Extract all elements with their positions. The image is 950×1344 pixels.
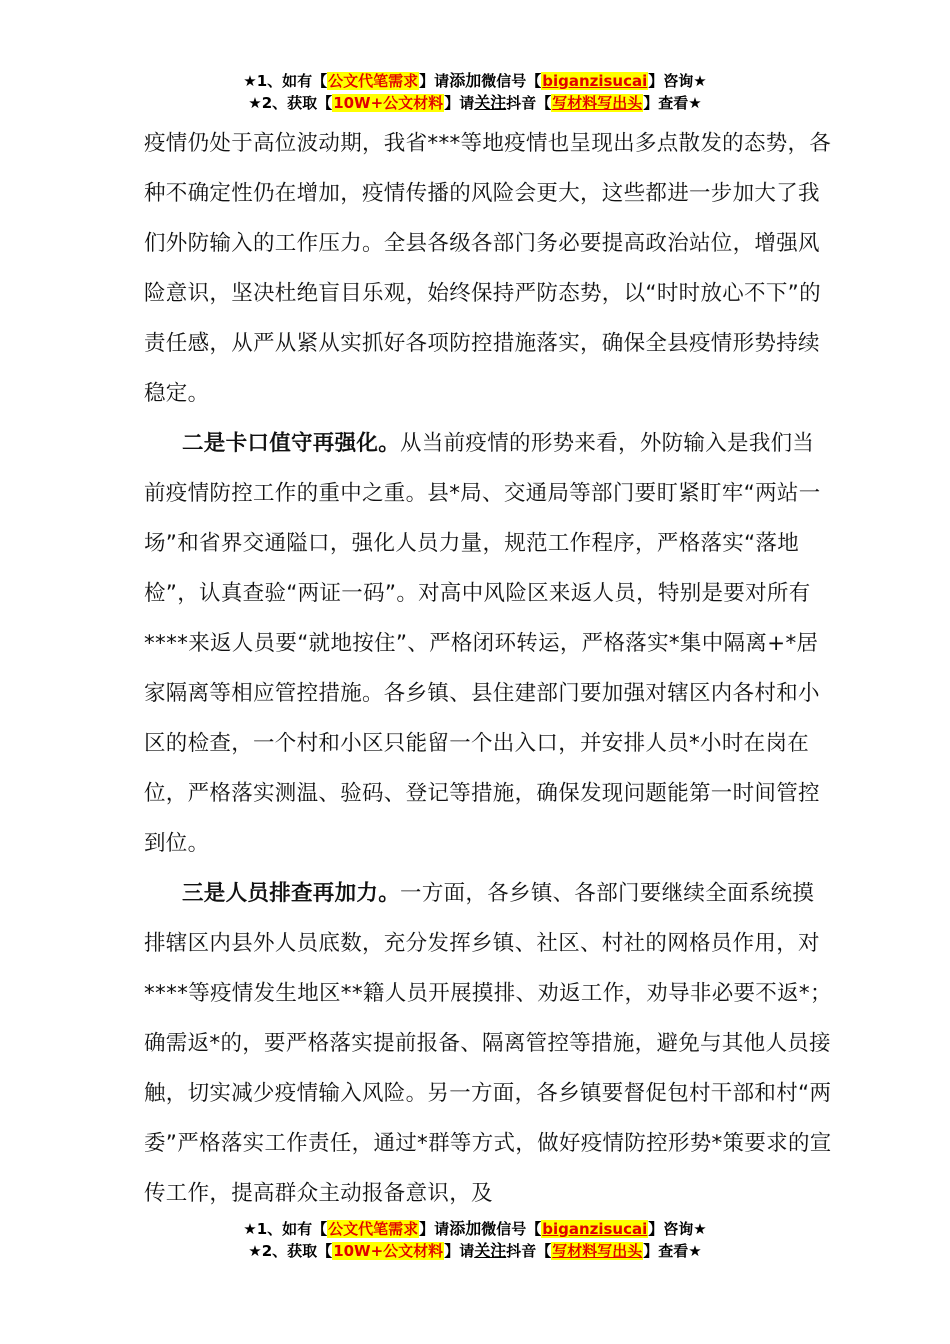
header-emphasis-follow: 关注	[474, 93, 507, 112]
header-highlight-materials: 10W+公文材料	[333, 94, 444, 112]
header-banner	[0, 70, 950, 114]
footer-line-2: ★2、获取【10W+公文材料】请关注抖音【写材料写出头】查看★	[248, 1241, 702, 1260]
header-line-2: ★2、获取【10W+公文材料】请关注抖音【写材料写出头】查看★	[248, 93, 702, 112]
header-highlight-service: 公文代笔需求	[328, 72, 419, 90]
footer-line-1: ★1、如有【公文代笔需求】请添加微信号【biganzisucai】咨询★	[243, 1219, 707, 1238]
footer-highlight-materials: 10W+公文材料	[333, 1242, 444, 1260]
footer-emphasis-add: 添加	[449, 1219, 482, 1238]
document-body	[144, 119, 834, 1219]
footer-wechat-id: biganzisucai	[542, 1220, 648, 1238]
footer-highlight-service: 公文代笔需求	[328, 1220, 419, 1238]
footer-emphasis-follow: 关注	[474, 1241, 507, 1260]
footer-douyin-account: 写材料写出头	[552, 1242, 643, 1260]
paragraph-checkpoint: 二是卡口值守再强化。从当前疫情的形势来看，外防输入是我们当前疫情防控工作的重中之重。县*局、交通局等部门要盯紧盯牢“两站一场”和省界交通隘口，强化人员力量，规范工作程序，严格落实“落地检”，认真查验“两证一码”。对高中风险区来返人员，特别是要对所有****来返人员要“就地按住”、严格闭环转运，严格落实*集中隔离+*居家隔离等相应管控措施。各乡镇、县住建部门要加强对辖区内各村和小区的检查，一个村和小区只能留一个出入口，并安排人员*小时在岗在位，严格落实测温、验码、登记等措施，确保发现问题能第一时间管控到位。	[144, 431, 821, 856]
paragraph-continued: 疫情仍处于高位波动期，我省***等地疫情也呈现出多点散发的态势，各种不确定性仍在增加，疫情传播的风险会更大，这些都进一步加大了我们外防输入的工作压力。全县各级各部门务必要提高政治站位，增强风险意识，坚决杜绝盲目乐观，始终保持严防态势，以“时时放心不下”的责任感，从严从紧从实抓好各项防控措施落实，确保全县疫情形势持续稳定。	[144, 131, 832, 406]
paragraph-heading-screening: 三是人员排查再加力。	[182, 881, 401, 906]
header-line-1: ★1、如有【公文代笔需求】请添加微信号【biganzisucai】咨询★	[243, 71, 707, 90]
header-emphasis-add: 添加	[449, 71, 482, 90]
header-wechat-id: biganzisucai	[542, 72, 648, 90]
footer-banner	[0, 1218, 950, 1262]
header-douyin-account: 写材料写出头	[552, 94, 643, 112]
paragraph-heading-checkpoint: 二是卡口值守再强化。	[182, 431, 401, 456]
paragraph-screening: 三是人员排查再加力。一方面，各乡镇、各部门要继续全面系统摸排辖区内县外人员底数，充分发挥乡镇、社区、村社的网格员作用，对****等疫情发生地区**籍人员开展摸排、劝返工作，劝导非必要不返*；确需返*的，要严格落实提前报备、隔离管控等措施，避免与其他人员接触，切实减少疫情输入风险。另一方面，各乡镇要督促包村干部和村“两委”严格落实工作责任，通过*群等方式，做好疫情防控形势*策要求的宣传工作，提高群众主动报备意识，及	[144, 881, 832, 1206]
